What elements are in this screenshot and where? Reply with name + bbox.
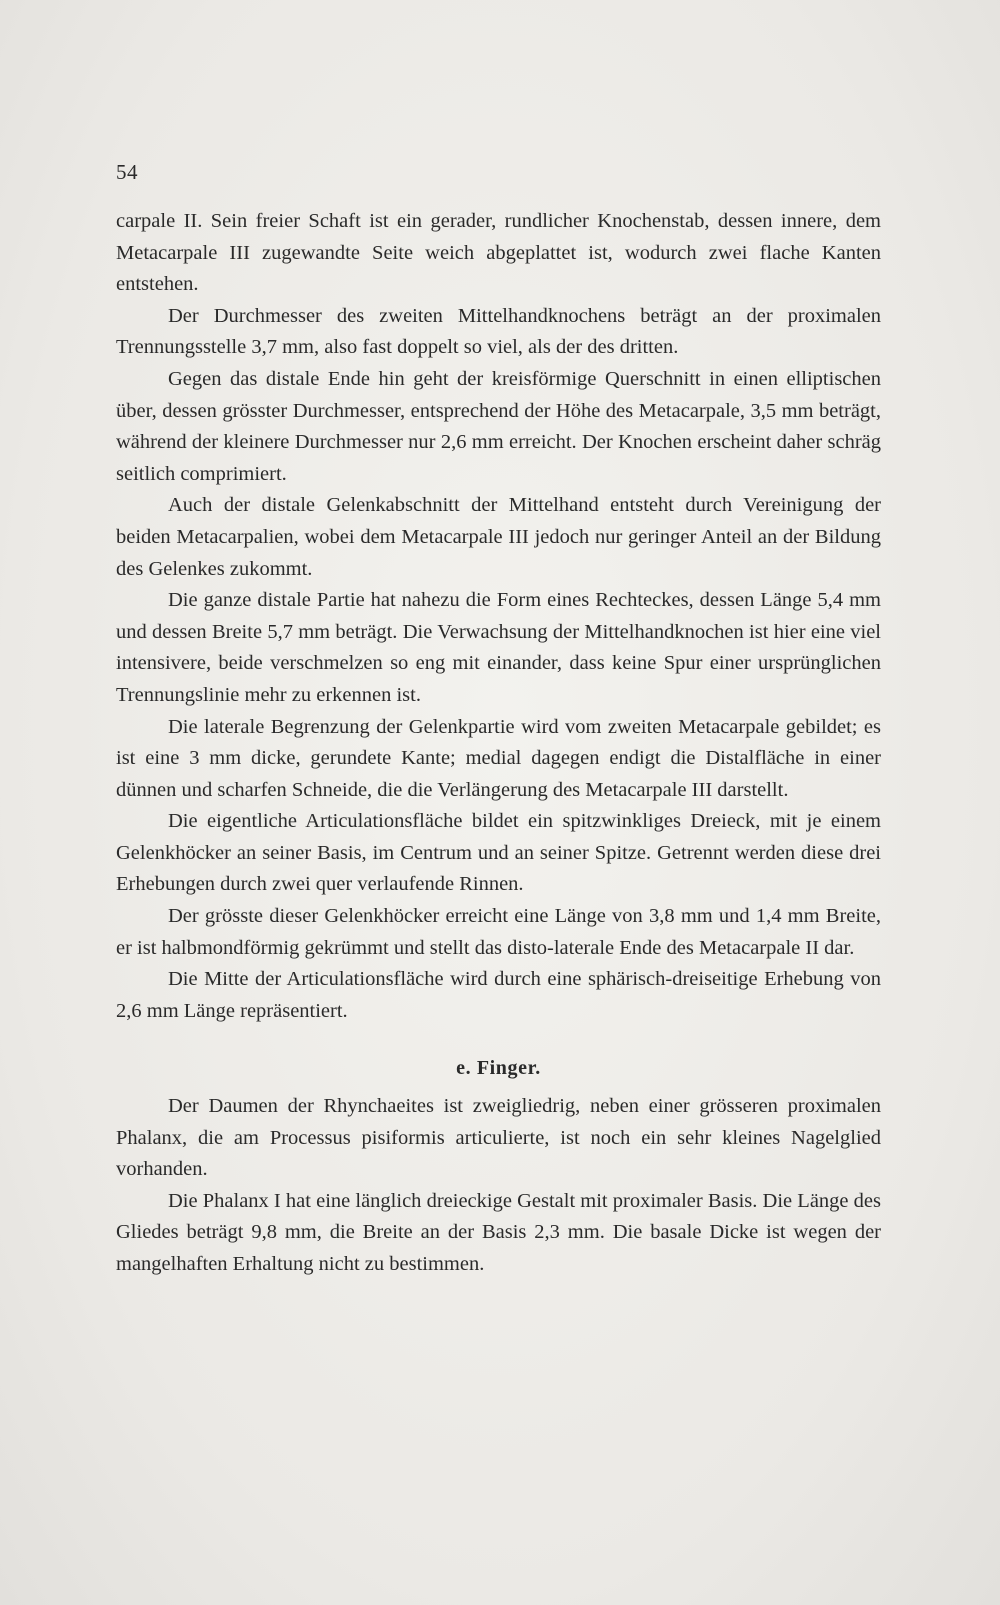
paragraph: Der Durchmesser des zweiten Mittelhandknochens beträgt an der proximalen Trennungsstelle 3,7 mm, also fast doppelt so viel, als der des dritten. xyxy=(116,304,881,359)
paragraph: Der Daumen der Rhynchaeites ist zweigliedrig, neben einer grösseren proximalen Phalanx, die am Processus pisiformis articulierte, ist noch ein sehr kleines Nagelglied vorhanden. xyxy=(116,1095,881,1181)
paragraph: Die Mitte der Articulationsfläche wird durch eine sphärisch-dreiseitige Erhebung von 2,6 mm Länge repräsentiert. xyxy=(116,968,881,1022)
paragraph: Die laterale Begrenzung der Gelenkpartie wird vom zweiten Metacarpale gebildet; es ist eine 3 mm dicke, gerundete Kante; medial dagegen endigt die Distalfläche in einer dünnen und scharfen Schneide, die die Verlängerung des Metacarpale III darstellt. xyxy=(116,715,881,801)
paragraph: Die eigentliche Articulationsfläche bildet ein spitzwinkliges Dreieck, mit je einem Gelenkhöcker an seiner Basis, im Centrum und an seiner Spitze. Getrennt werden diese drei Erhebungen durch zwei quer verlaufende Rinnen. xyxy=(116,810,881,896)
page-number: 54 xyxy=(116,160,138,184)
paragraph: Die ganze distale Partie hat nahezu die Form eines Rechteckes, dessen Länge 5,4 mm und dessen Breite 5,7 mm beträgt. Die Verwachsung der Mittelhandknochen ist hier eine viel intensivere, beide verschmelzen so eng mit einander, dass keine Spur einer ursprünglichen Trennungslinie mehr zu erkennen ist. xyxy=(116,589,881,706)
paragraph: Gegen das distale Ende hin geht der kreisförmige Querschnitt in einen elliptischen über, dessen grösster Durchmesser, entsprechend der Höhe des Metacarpale, 3,5 mm beträgt, während der kleinere Durchmesser nur 2,6 mm erreicht. Der Knochen erscheint daher schräg seitlich comprimiert. xyxy=(116,367,881,485)
paragraph: Auch der distale Gelenkabschnitt der Mittelhand entsteht durch Vereinigung der beiden Metacarpalien, wobei dem Metacarpale III jedoch nur geringer Anteil an der Bildung des Gelenkes zukommt. xyxy=(116,494,881,580)
section-heading: e. Finger. xyxy=(456,1057,541,1080)
text-body xyxy=(116,206,881,1281)
paragraph: Der grösste dieser Gelenkhöcker erreicht eine Länge von 3,8 mm und 1,4 mm Breite, er ist halbmondförmig gekrümmt und stellt das disto-laterale Ende des Metacarpale II dar. xyxy=(116,905,881,959)
paragraph: carpale II. Sein freier Schaft ist ein gerader, rundlicher Knochenstab, dessen innere, dem Metacarpale III zugewandte Seite weich abgeplattet ist, wodurch zwei flache Kanten entstehen. xyxy=(116,210,881,296)
paragraph: Die Phalanx I hat eine länglich dreieckige Gestalt mit proximaler Basis. Die Länge des Gliedes beträgt 9,8 mm, die Breite an der Basis 2,3 mm. Die basale Dicke ist wegen der mangelhaften Erhaltung nicht zu bestimmen. xyxy=(116,1189,881,1275)
